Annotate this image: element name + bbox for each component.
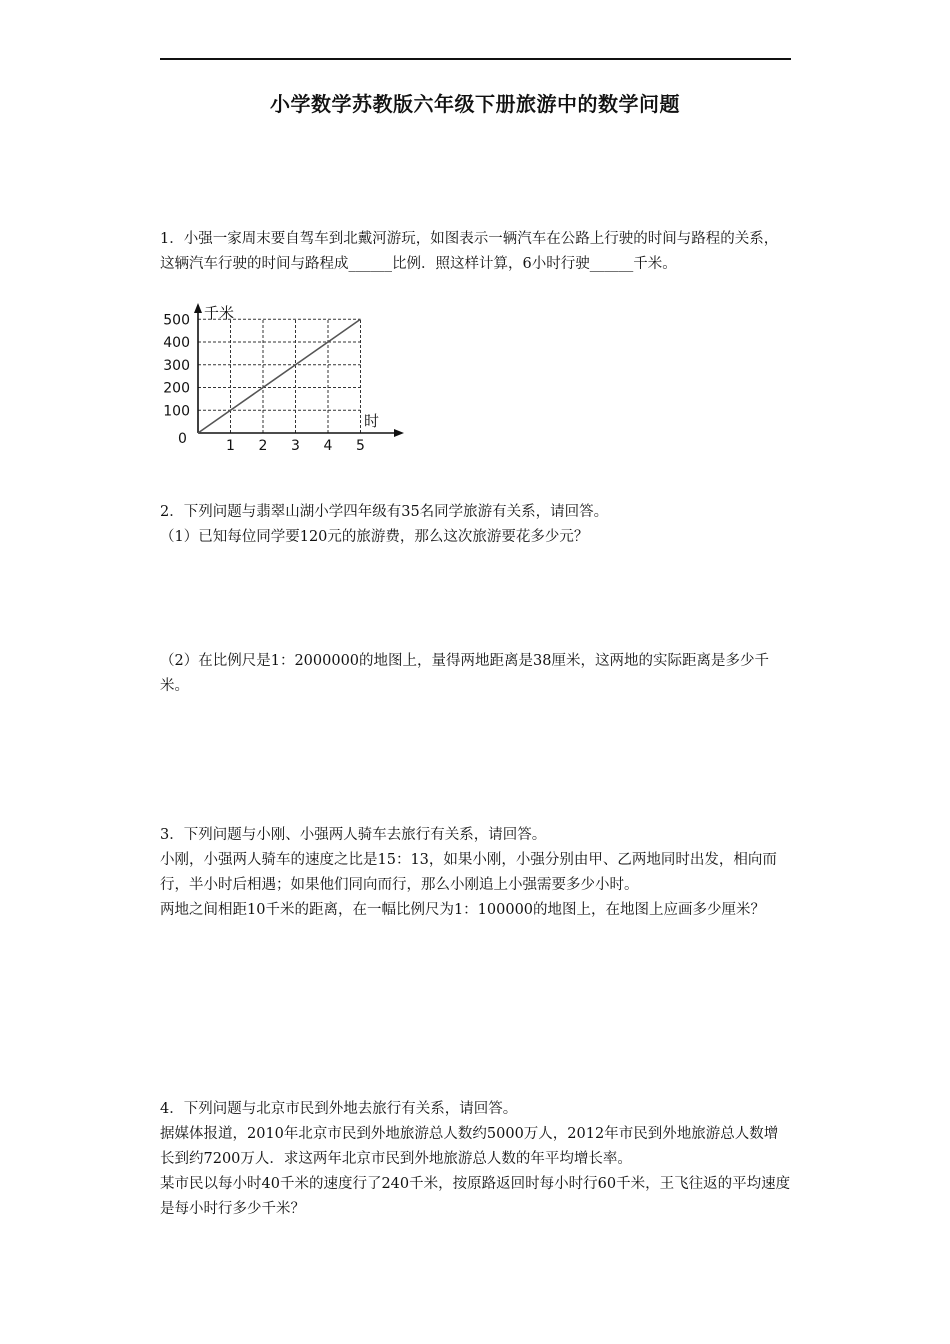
series-line-0 (198, 319, 361, 433)
origin-label: 0 (178, 431, 187, 447)
y-tick-label-400: 400 (163, 335, 190, 351)
question-1 (160, 227, 792, 277)
question-4 (160, 1097, 792, 1222)
question-2-part-2: （2）在比例尺是1：2000000的地图上，量得两地距离是38厘米，这两地的实际距离是多少千米。 (160, 653, 769, 694)
top-rule (160, 58, 791, 60)
y-tick-label-500: 500 (163, 312, 190, 329)
question-2-intro: 2．下列问题与翡翠山湖小学四年级有35名同学旅游有关系，请回答。 (160, 504, 609, 520)
question-1-text: 1．小强一家周末要自驾车到北戴河游玩，如图表示一辆汽车在公路上行驶的时间与路程的关系，这辆汽车行驶的时间与路程成______比例．照这样计算，6小时行驶______千米。 (160, 231, 779, 272)
x-axis-arrow (394, 429, 404, 437)
chart-series (198, 319, 361, 433)
x-tick-label-1: 1 (226, 438, 235, 454)
page-title: 小学数学苏教版六年级下册旅游中的数学问题 (270, 92, 680, 116)
question-4-body-2: 某市民以每小时40千米的速度行了240千米，按原路返回时每小时行60千米，王飞往返的平均速度是每小时行多少千米？ (160, 1176, 791, 1217)
y-tick-label-200: 200 (163, 380, 190, 397)
question-4-intro: 4．下列问题与北京市民到外地去旅行有关系，请回答。 (160, 1101, 518, 1117)
question-3-body-1: 小刚，小强两人骑车的速度之比是15：13，如果小刚，小强分别由甲、乙两地同时出发，相向而行，半小时后相遇；如果他们同向而行，那么小刚追上小强需要多少小时。 (160, 852, 777, 893)
x-tick-label-3: 3 (291, 438, 300, 454)
y-axis-label: 千米 (204, 304, 235, 322)
y-tick-label-100: 100 (163, 403, 190, 420)
time-distance-chart (160, 300, 410, 460)
y-tick-label-300: 300 (163, 357, 190, 374)
question-3-intro: 3．下列问题与小刚、小强两人骑车去旅行有关系，请回答。 (160, 827, 547, 843)
x-axis-label: 时 (364, 412, 380, 430)
question-4-body-1: 据媒体报道，2010年北京市民到外地旅游总人数约5000万人，2012年市民到外地旅游总人数增长到约7200万人．求这两年北京市民到外地旅游总人数的年平均增长率。 (160, 1126, 779, 1167)
question-3 (160, 823, 792, 923)
y-axis-arrow (194, 303, 202, 313)
x-tick-label-4: 4 (323, 438, 333, 454)
question-2 (160, 500, 792, 550)
question-3-body-2: 两地之间相距10千米的距离，在一幅比例尺为1：100000的地图上，在地图上应画多少厘米？ (160, 902, 766, 918)
question-2-part-2-block (160, 649, 792, 699)
x-tick-label-5: 5 (356, 438, 365, 454)
question-2-part-1: （1）已知每位同学要120元的旅游费，那么这次旅游要花多少元？ (160, 529, 589, 545)
x-tick-label-2: 2 (258, 438, 268, 454)
